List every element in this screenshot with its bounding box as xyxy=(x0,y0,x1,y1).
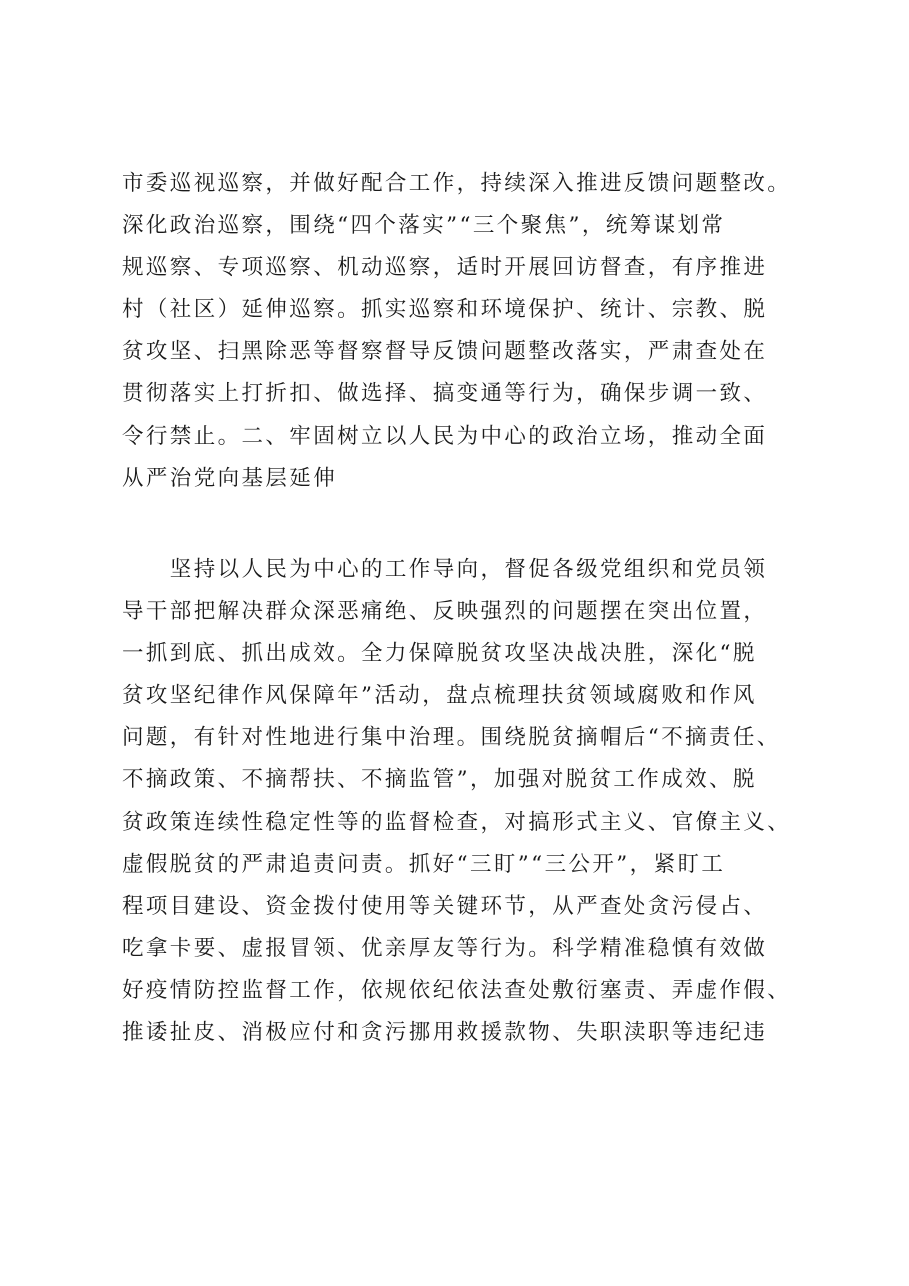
text-line: 贫攻坚、扫黑除恶等督察督导反馈问题整改落实，严肃查处在 xyxy=(122,339,768,365)
text-line: 吃拿卡要、虚报冒领、优亲厚友等行为。科学精准稳慎有效做 xyxy=(122,935,768,961)
section-heading-line: 从严治党向基层延伸 xyxy=(122,465,338,491)
text-line: 村（社区）延伸巡察。抓实巡察和环境保护、统计、宗教、脱 xyxy=(122,297,768,323)
paragraph-people-centered xyxy=(122,549,822,1054)
text-line: 市委巡视巡察，并做好配合工作，持续深入推进反馈问题整改。 xyxy=(122,171,792,196)
text-line: 推诿扯皮、消极应付和贪污挪用救援款物、失职渎职等违纪违 xyxy=(122,1020,768,1046)
text-line: 导干部把解决群众深恶痛绝、反映强烈的问题摆在突出位置， xyxy=(122,599,768,625)
text-line: 令行禁止。二、牢固树立以人民为中心的政治立场，推动全面 xyxy=(122,423,768,449)
paragraph-inspection xyxy=(122,163,822,500)
text-line: 好疫情防控监督工作，依规依纪依法查处敷衍塞责、弄虚作假、 xyxy=(122,977,792,1003)
text-line: 深化政治巡察，围绕“四个落实”“三个聚焦”，统筹谋划常 xyxy=(122,213,726,239)
text-line: 规巡察、专项巡察、机动巡察，适时开展回访督查，有序推进 xyxy=(122,255,768,281)
text-line: 一抓到底、抓出成效。全力保障脱贫攻坚决战决胜，深化“脱 xyxy=(122,641,757,667)
text-line: 贫政策连续性稳定性等的监督检查，对搞形式主义、官僚主义、 xyxy=(122,809,792,835)
text-line: 不摘政策、不摘帮扶、不摘监管”，加强对脱贫工作成效、脱 xyxy=(122,767,757,793)
text-line: 贫攻坚纪律作风保障年”活动，盘点梳理扶贫领域腐败和作风 xyxy=(122,683,757,709)
text-line: 虚假脱贫的严肃追责问责。抓好“三盯”“三公开”，紧盯工 xyxy=(122,851,726,877)
text-line: 坚持以人民为中心的工作导向，督促各级党组织和党员领 xyxy=(122,557,768,582)
text-line: 问题，有针对性地进行集中治理。围绕脱贫摘帽后“不摘责任、 xyxy=(122,725,781,751)
text-line: 程项目建设、资金拨付使用等关键环节，从严查处贪污侵占、 xyxy=(122,893,768,919)
text-line: 贯彻落实上打折扣、做选择、搞变通等行为，确保步调一致、 xyxy=(122,381,768,407)
